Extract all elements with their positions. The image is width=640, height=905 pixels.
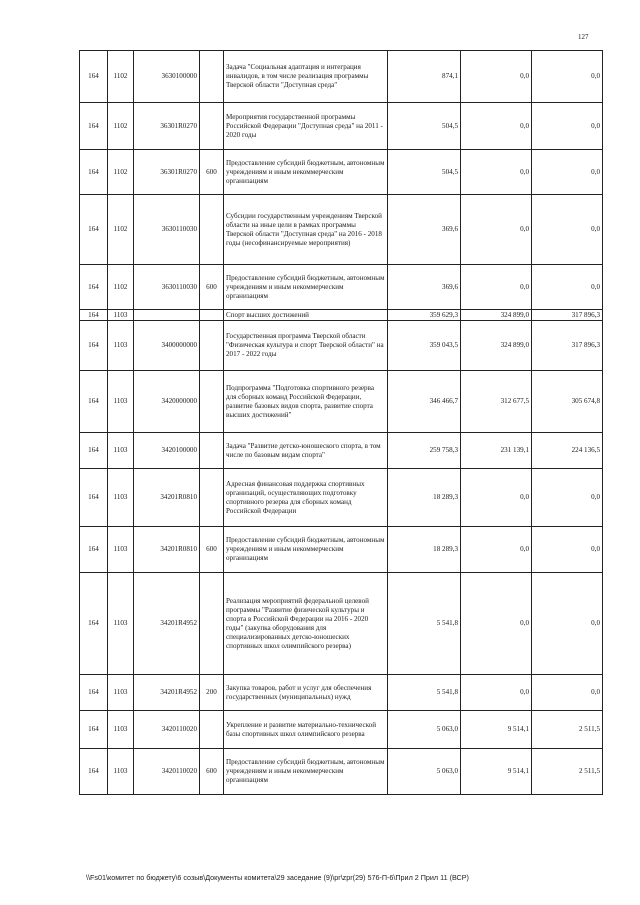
budget-table xyxy=(79,50,603,795)
cell-amount-year2: 0,0 xyxy=(461,675,532,711)
cell-amount-year1: 874,1 xyxy=(388,51,461,103)
cell-name: Государственная программа Тверской области "Физическая культура и спорт Тверской области" на 2017 - 2022 годы xyxy=(224,321,388,371)
cell-ved: 164 xyxy=(80,150,108,195)
table-row xyxy=(80,310,603,321)
cell-amount-year1: 359 043,5 xyxy=(388,321,461,371)
cell-amount-year1: 5 541,8 xyxy=(388,573,461,675)
table-row xyxy=(80,150,603,195)
cell-name: Предоставление субсидий бюджетным, автономным учреждениям и иным некоммерческим организациям xyxy=(224,749,388,795)
cell-target-article xyxy=(134,310,200,321)
cell-amount-year1: 5 063,0 xyxy=(388,749,461,795)
cell-expense-type xyxy=(200,321,224,371)
cell-amount-year2: 231 139,1 xyxy=(461,433,532,469)
cell-amount-year2: 0,0 xyxy=(461,195,532,265)
cell-amount-year2: 9 514,1 xyxy=(461,711,532,749)
cell-target-article: 3420100000 xyxy=(134,433,200,469)
cell-section: 1102 xyxy=(108,150,134,195)
cell-target-article: 3400000000 xyxy=(134,321,200,371)
cell-target-article: 34201R0810 xyxy=(134,527,200,573)
cell-target-article: 34201R4952 xyxy=(134,675,200,711)
cell-amount-year2: 9 514,1 xyxy=(461,749,532,795)
table-row xyxy=(80,749,603,795)
cell-amount-year1: 504,5 xyxy=(388,150,461,195)
cell-amount-year3: 0,0 xyxy=(532,675,603,711)
cell-ved: 164 xyxy=(80,573,108,675)
table-row xyxy=(80,51,603,103)
cell-amount-year3: 224 136,5 xyxy=(532,433,603,469)
cell-section: 1103 xyxy=(108,321,134,371)
cell-amount-year3: 0,0 xyxy=(532,150,603,195)
cell-section: 1103 xyxy=(108,527,134,573)
cell-amount-year2: 0,0 xyxy=(461,51,532,103)
cell-ved: 164 xyxy=(80,103,108,150)
cell-expense-type xyxy=(200,711,224,749)
cell-expense-type xyxy=(200,103,224,150)
table-row xyxy=(80,675,603,711)
cell-amount-year3: 0,0 xyxy=(532,265,603,310)
cell-target-article: 34201R0810 xyxy=(134,469,200,527)
table-row xyxy=(80,711,603,749)
footer-file-path: \\Fs01\комитет по бюджету\6 созыв\Документы комитета\29 заседание (9)\pr\zpr(29) 576-П-6\Прил 2 Прил 11 (ВСР) xyxy=(86,873,469,882)
cell-section: 1103 xyxy=(108,711,134,749)
cell-ved: 164 xyxy=(80,527,108,573)
cell-section: 1102 xyxy=(108,195,134,265)
cell-amount-year1: 504,5 xyxy=(388,103,461,150)
cell-amount-year3: 0,0 xyxy=(532,51,603,103)
cell-amount-year3: 2 511,5 xyxy=(532,711,603,749)
table-row xyxy=(80,265,603,310)
table-row xyxy=(80,195,603,265)
cell-name: Предоставление субсидий бюджетным, автономным учреждениям и иным некоммерческим организациям xyxy=(224,527,388,573)
cell-name: Субсидии государственным учреждениям Тверской области на иные цели в рамках программы Тверской области "Доступная среда" на 2016 - 2018 годы (несофинансируемые мероприятия) xyxy=(224,195,388,265)
cell-ved: 164 xyxy=(80,310,108,321)
cell-amount-year2: 0,0 xyxy=(461,103,532,150)
cell-target-article: 36301R0270 xyxy=(134,150,200,195)
cell-amount-year1: 18 289,3 xyxy=(388,469,461,527)
cell-target-article: 3630110030 xyxy=(134,195,200,265)
cell-amount-year3: 0,0 xyxy=(532,573,603,675)
cell-amount-year2: 324 899,0 xyxy=(461,310,532,321)
cell-amount-year1: 369,6 xyxy=(388,195,461,265)
cell-amount-year3: 0,0 xyxy=(532,469,603,527)
cell-target-article: 3420000000 xyxy=(134,371,200,433)
cell-ved: 164 xyxy=(80,321,108,371)
cell-section: 1102 xyxy=(108,265,134,310)
table-row xyxy=(80,573,603,675)
table-row xyxy=(80,527,603,573)
cell-expense-type xyxy=(200,195,224,265)
cell-amount-year3: 305 674,8 xyxy=(532,371,603,433)
cell-amount-year3: 0,0 xyxy=(532,527,603,573)
cell-target-article: 3420110020 xyxy=(134,749,200,795)
cell-name: Закупка товаров, работ и услуг для обеспечения государственных (муниципальных) нужд xyxy=(224,675,388,711)
cell-name: Задача "Развитие детско-юношеского спорта, в том числе по базовым видам спорта" xyxy=(224,433,388,469)
cell-name: Укрепление и развитие материально-технической базы спортивных школ олимпийского резерва xyxy=(224,711,388,749)
cell-section: 1103 xyxy=(108,573,134,675)
cell-amount-year1: 5 541,8 xyxy=(388,675,461,711)
cell-amount-year3: 0,0 xyxy=(532,103,603,150)
cell-amount-year2: 0,0 xyxy=(461,573,532,675)
table-row xyxy=(80,433,603,469)
cell-amount-year1: 259 758,3 xyxy=(388,433,461,469)
cell-name: Подпрограмма "Подготовка спортивного резерва для сборных команд Российской Федерации, развитие базовых видов спорта, развитие спорта высших достижений" xyxy=(224,371,388,433)
cell-amount-year3: 317 896,3 xyxy=(532,321,603,371)
cell-expense-type: 600 xyxy=(200,265,224,310)
cell-ved: 164 xyxy=(80,711,108,749)
table-row xyxy=(80,321,603,371)
cell-section: 1103 xyxy=(108,469,134,527)
cell-section: 1103 xyxy=(108,310,134,321)
page-number: 127 xyxy=(578,33,589,41)
cell-name: Мероприятия государственной программы Российской Федерации "Доступная среда" на 2011 - 2020 годы xyxy=(224,103,388,150)
cell-amount-year2: 0,0 xyxy=(461,527,532,573)
cell-target-article: 36301R0270 xyxy=(134,103,200,150)
cell-expense-type xyxy=(200,573,224,675)
cell-expense-type xyxy=(200,433,224,469)
cell-ved: 164 xyxy=(80,675,108,711)
cell-target-article: 3630110030 xyxy=(134,265,200,310)
cell-section: 1103 xyxy=(108,675,134,711)
cell-amount-year2: 0,0 xyxy=(461,150,532,195)
cell-amount-year3: 0,0 xyxy=(532,195,603,265)
table-row xyxy=(80,469,603,527)
cell-expense-type: 600 xyxy=(200,749,224,795)
cell-amount-year3: 2 511,5 xyxy=(532,749,603,795)
cell-amount-year1: 5 063,0 xyxy=(388,711,461,749)
cell-ved: 164 xyxy=(80,265,108,310)
cell-amount-year1: 359 629,3 xyxy=(388,310,461,321)
cell-name: Спорт высших достижений xyxy=(224,310,388,321)
cell-section: 1102 xyxy=(108,103,134,150)
cell-amount-year2: 324 899,0 xyxy=(461,321,532,371)
cell-amount-year2: 0,0 xyxy=(461,265,532,310)
cell-expense-type xyxy=(200,371,224,433)
cell-name: Задача "Социальная адаптация и интеграция инвалидов, в том числе реализация программы Тверской области "Доступная среда" xyxy=(224,51,388,103)
cell-section: 1102 xyxy=(108,51,134,103)
cell-expense-type: 200 xyxy=(200,675,224,711)
cell-ved: 164 xyxy=(80,371,108,433)
cell-name: Предоставление субсидий бюджетным, автономным учреждениям и иным некоммерческим организациям xyxy=(224,265,388,310)
cell-ved: 164 xyxy=(80,195,108,265)
cell-target-article: 3420110020 xyxy=(134,711,200,749)
cell-section: 1103 xyxy=(108,433,134,469)
cell-amount-year1: 369,6 xyxy=(388,265,461,310)
cell-name: Реализация мероприятий федеральной целевой программы "Развитие физической культуры и спорта в Российской Федерации на 2016 - 2020 годы" (закупка оборудования для специализированных детско-юношеских спортивных школ олимпийского резерва) xyxy=(224,573,388,675)
cell-expense-type: 600 xyxy=(200,150,224,195)
cell-target-article: 34201R4952 xyxy=(134,573,200,675)
table-row xyxy=(80,103,603,150)
cell-amount-year2: 0,0 xyxy=(461,469,532,527)
cell-amount-year1: 18 289,3 xyxy=(388,527,461,573)
cell-expense-type xyxy=(200,51,224,103)
cell-ved: 164 xyxy=(80,433,108,469)
cell-ved: 164 xyxy=(80,469,108,527)
cell-amount-year2: 312 677,5 xyxy=(461,371,532,433)
cell-amount-year1: 346 466,7 xyxy=(388,371,461,433)
cell-ved: 164 xyxy=(80,51,108,103)
cell-expense-type xyxy=(200,469,224,527)
cell-amount-year3: 317 896,3 xyxy=(532,310,603,321)
cell-section: 1103 xyxy=(108,749,134,795)
cell-target-article: 3630100000 xyxy=(134,51,200,103)
cell-expense-type: 600 xyxy=(200,527,224,573)
cell-ved: 164 xyxy=(80,749,108,795)
cell-name: Адресная финансовая поддержка спортивных организаций, осуществляющих подготовку спортивного резерва для сборных команд Российской Федерации xyxy=(224,469,388,527)
table-row xyxy=(80,371,603,433)
cell-name: Предоставление субсидий бюджетным, автономным учреждениям и иным некоммерческим организациям xyxy=(224,150,388,195)
cell-expense-type xyxy=(200,310,224,321)
cell-section: 1103 xyxy=(108,371,134,433)
